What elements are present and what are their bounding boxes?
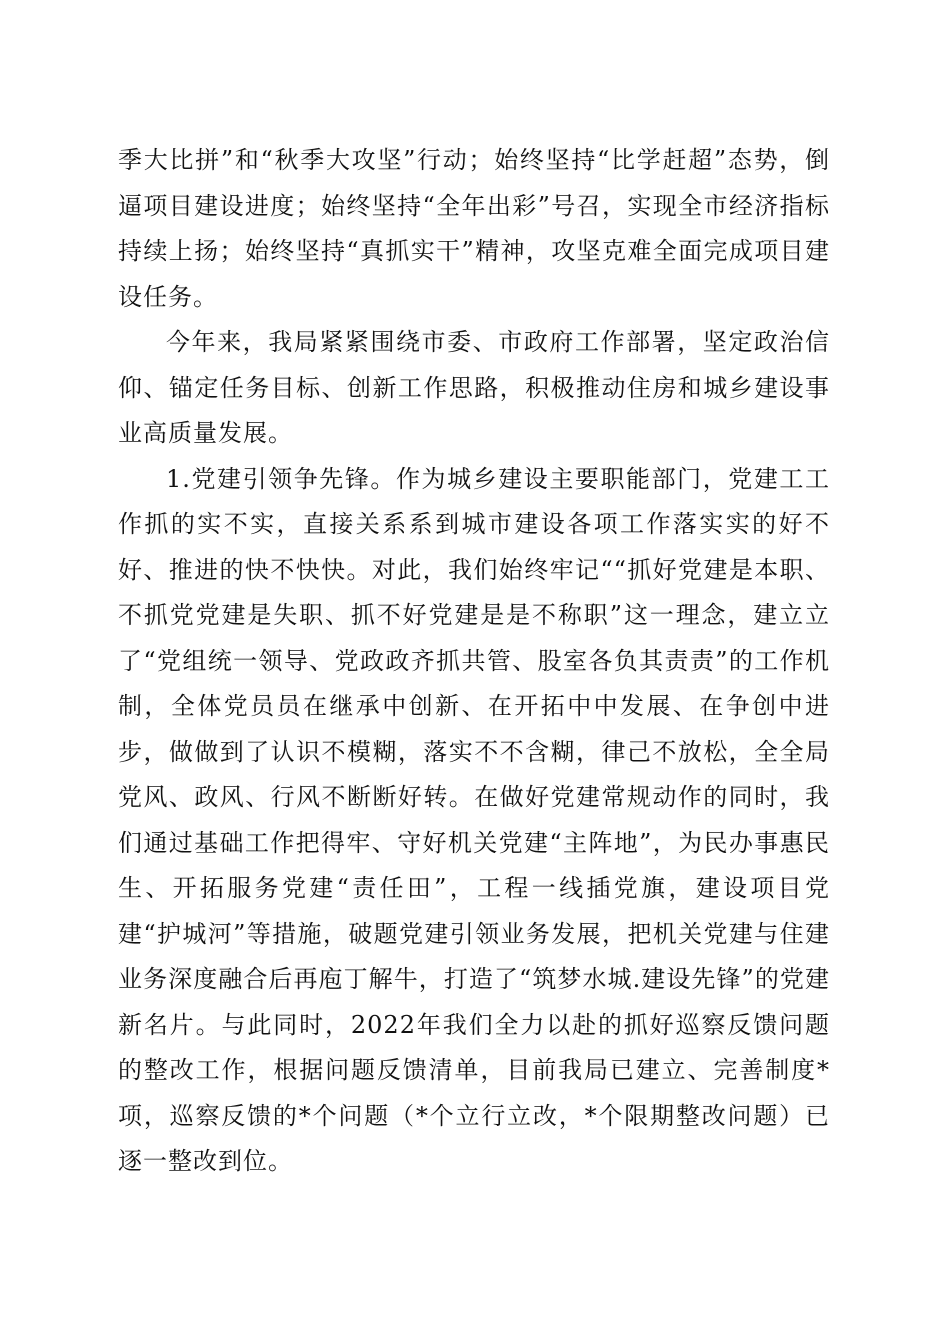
paragraph-intro: 今年来，我局紧紧围绕市委、市政府工作部署，坚定政治信仰、锚定任务目标、创新工作思路，积极推动住房和城乡建设事业高质量发展。	[118, 328, 830, 447]
document-body	[118, 138, 830, 1185]
paragraph-continuation: 季大比拼”和“秋季大攻坚”行动；始终坚持“比学赶超”态势，倒逼项目建设进度；始终坚持“全年出彩”号召，实现全市经济指标持续上扬；始终坚持“真抓实干”精神，攻坚克难全面完成项目建设任务。	[118, 146, 830, 311]
paragraph-party-building: 1.党建引领争先锋。作为城乡建设主要职能部门，党建工工作抓的实不实，直接关系系到城市建设各项工作落实实的好不好、推进的快不快快。对此，我们始终牢记““抓好党建是本职、不抓党党建是失职、抓不好党建是是不称职”这一理念，建立立了“党组统一领导、党政政齐抓共管、股室各负其责责”的工作机制，全体党员员在继承中创新、在开拓中中发展、在争创中进步，做做到了认识不模糊，落实不不含糊，律己不放松，全全局党风、政风、行风不断断好转。在做好党建常规动作的同时，我们通过基础工作把得牢、守好机关党建“主阵地”，为民办事惠民生、开拓服务党建“责任田”，工程一线插党旗，建设项目党建“护城河”等措施，破题党建引领业务发展，把机关党建与住建业务深度融合后再庖丁解牛，打造了“筑梦水城.建设先锋”的党建新名片。与此同时，2022年我们全力以赴的抓好巡察反馈问题的整改工作，根据问题反馈清单，目前我局已建立、完善制度*项，巡察反馈的*个问题（*个立行立改，*个限期整改问题）已逐一整改到位。	[118, 464, 830, 1175]
